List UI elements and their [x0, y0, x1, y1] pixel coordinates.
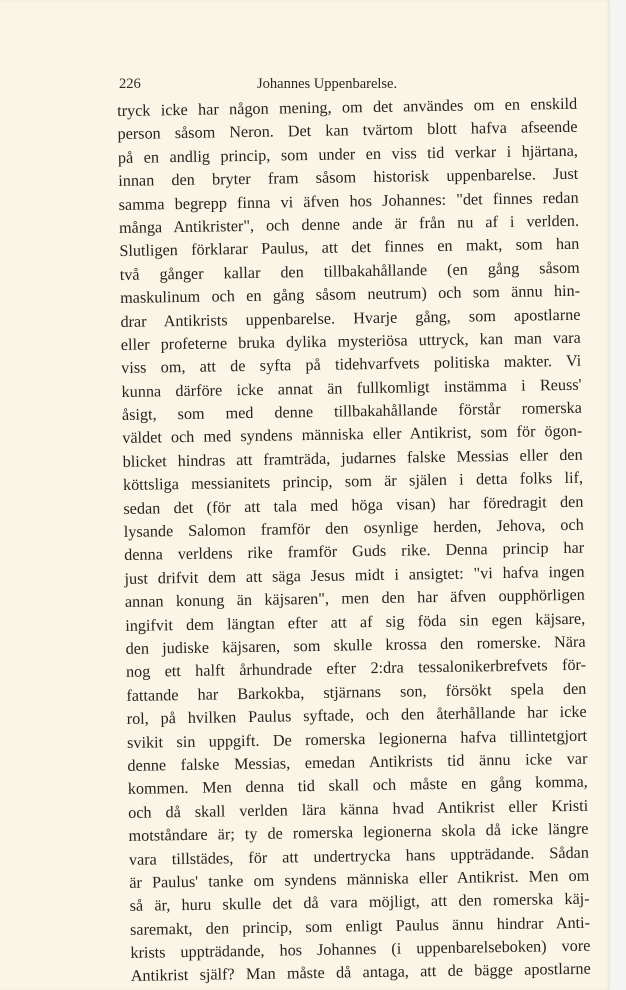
text-line: nog ett halft århundrade efter 2:dra tessalonikerbrefvets för- — [125, 656, 587, 682]
text-line: så är, huru skulle det då vara möjligt, att den romerska käj- — [129, 889, 590, 916]
text-line: rol, på hvilken Paulus syftade, och den återhållande har icke — [126, 702, 587, 729]
text-line: eller profeterne bruka dylika mysteriösa uttryck, kan man vara — [120, 328, 581, 354]
text-line: lysande Salomon framför den osynlige herden, Jehova, och — [123, 515, 584, 541]
text-line: svikit sin uppgift. De romerska legionerna hafva tillintetgjort — [126, 726, 588, 752]
text-line: är Paulus' tanke om syndens människa eller Antikrist. Men om — [129, 866, 590, 892]
text-line: motståndare är; ty de romerska legionerna skola då icke längre — [128, 819, 589, 846]
body-text — [117, 93, 591, 989]
page-margin-edge — [610, 0, 626, 990]
text-line: sedan det (för att tala med höga visan) har föredragit den — [123, 492, 584, 518]
text-line: saremakt, den princip, som enligt Paulus ännu hindrar Anti- — [129, 913, 591, 939]
page-number: 226 — [119, 76, 141, 92]
text-line: den judiske käjsaren, som skulle krossa den romerske. Nära — [125, 632, 586, 658]
text-line: många Antikrister", och denne ande är från nu af i verlden. — [118, 211, 580, 237]
text-line: innan den bryter fram såsom historisk uppenbarelse. Just — [118, 164, 579, 191]
text-line: Antikrist själf? Man måste då antaga, att de bägge apostlarne — [130, 960, 591, 986]
text-line: väldet och med syndens människa eller Antikrist, som för ögon- — [122, 422, 583, 448]
text-line: kommen. Men denna tid skall och måste en gång komma, — [127, 773, 588, 799]
text-line: just drifvit dem att säga Jesus midt i ansigtet: "vi hafva ingen — [124, 562, 585, 588]
text-line: köttsliga messianitets princip, som är själen i detta folks lif, — [122, 468, 584, 495]
text-line: kunna därföre icke annat än fullkomligt instämma i Reuss' — [121, 375, 582, 401]
text-line: denna verldens rike framför Guds rike. Denna princip har — [124, 539, 585, 565]
text-line: blicket hindras att framträda, judarnes falske Messias eller den — [122, 445, 583, 471]
text-line: denne falske Messias, emedan Antikrists tid ännu icke var — [127, 749, 588, 775]
text-line: åsigt, som med denne tillbakahållande förstår romerska — [121, 398, 583, 425]
text-line: drar Antikrists uppenbarelse. Hvarje gång, som apostlarne — [120, 305, 581, 331]
text-line: maskulinum och en gång såsom neutrum) och som ännu hin- — [119, 281, 581, 308]
running-title: Johannes Uppenbarelse. — [257, 76, 398, 92]
text-line: tryck icke har någon mening, om det användes om en enskild — [117, 94, 578, 120]
text-line: person såsom Neron. Det kan tvärtom blott hafva afseende — [117, 118, 578, 144]
text-line: ingifvit dem längtan efter att af sig föda sin egen käjsare, — [125, 609, 586, 635]
text-line: krists uppträdande, hos Johannes (i uppenbarelseboken) vore — [130, 936, 591, 962]
text-line: vara tillstädes, för att undertrycka hans uppträdande. Sådan — [128, 843, 590, 869]
text-line: viss om, att de syfta på tidehvarfvets politiska makter. Vi — [121, 352, 582, 378]
text-line: samma begrepp finna vi äfven hos Johannes: "det finnes redan — [118, 188, 579, 214]
text-line: två gånger kallar den tillbakahållande (en gång såsom — [119, 258, 580, 284]
text-line: annan konung än käjsaren", men den har äfven oupphörligen — [124, 585, 585, 612]
text-line: fattande har Barkokba, stjärnans son, försökt spela den — [126, 679, 587, 705]
text-line: på en andlig princip, som under en viss tid verkar i hjärtana, — [117, 141, 578, 167]
text-line: och då skall verlden lära känna hvad Antikrist eller Kristi — [128, 796, 589, 822]
text-line: Slutligen förklarar Paulus, att det finnes en makt, som han — [119, 235, 580, 261]
